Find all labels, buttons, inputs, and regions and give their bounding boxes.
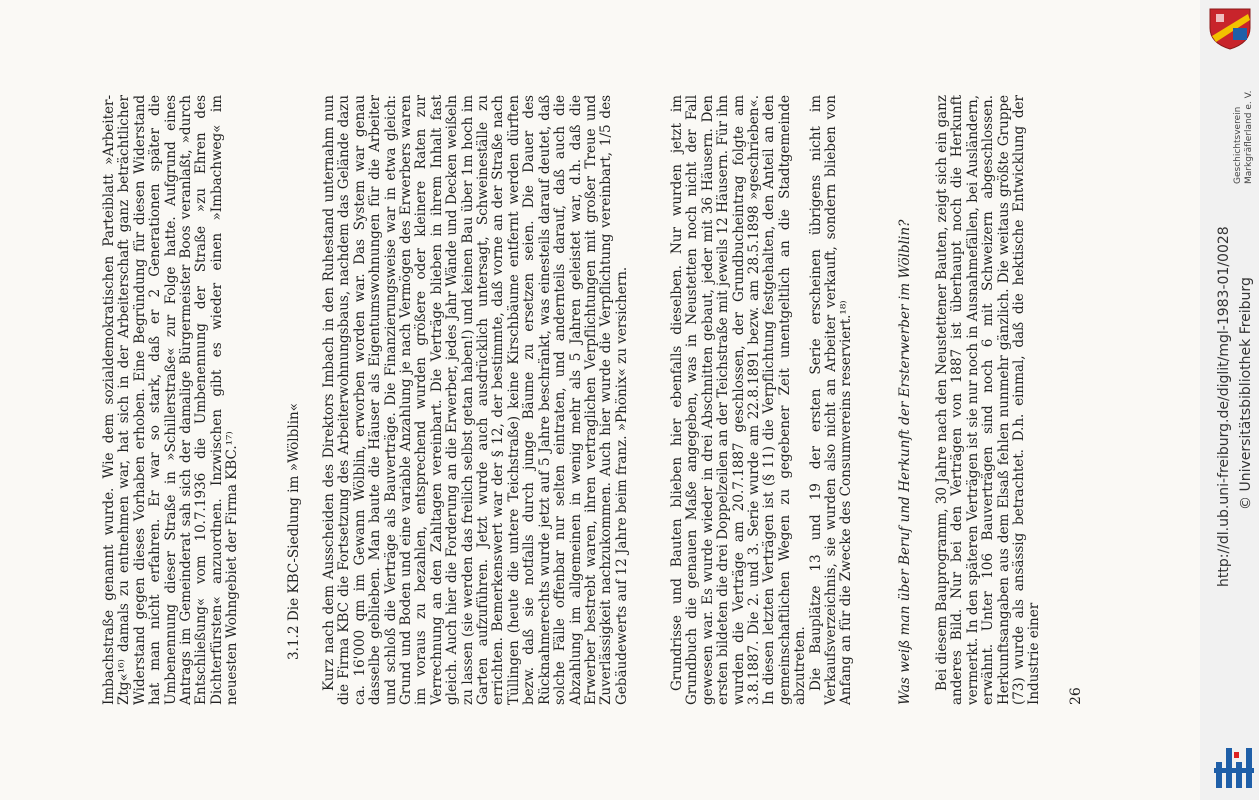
society-crest-icon [1206, 6, 1254, 50]
section-heading-kbc-siedlung: 3.1.2 Die KBC-Siedlung im »Wölblin« [286, 402, 302, 660]
permalink-url[interactable]: http://dl.ub.uni-freiburg.de/diglit/mgl-1983-01/0028 [1216, 226, 1232, 587]
page-number: 26 [1068, 687, 1084, 705]
section-kbc-siedlung [322, 95, 630, 705]
society-name-line2: Markgräflerland e. V. [1244, 90, 1254, 184]
paragraph-text: Grundrisse und Bauten blieben hier ebenfalls dieselben. Nur wurden jetzt im Grundbuch die genauen Maße angegeben, was in Neustetten noch nicht der Fall gewesen war. Es wurde wieder in drei Abschnitten gebaut, jeder mit 36 Häusern. Den ersten bildeten die drei Doppelzeilen an der Teichstraße mit jeweils 12 Häusern. Für ihn wurden die Verträge am 20.7.1887 geschlossen, der Grundbucheintrag folgte am 3.8.1887. Die 2. und 3. Serie wurde am 22.8.1891 bezw. am 28.5.1898 »geschrieben«. In diesen letzten Verträgen ist (§ 11) die Verpflichtung festgehalten, den Anteil an den gemeinschaftlichen Wegen zu gegebener Zeit unentgeltlich an die Stadtgemeinde abzutreten. [669, 95, 809, 705]
copyright-notice: © Universitätsbibliothek Freiburg [1238, 277, 1254, 510]
section-kbc-siedlung-cont [670, 95, 855, 705]
paragraph-imbachstrasse [102, 95, 241, 705]
paragraph-text: Imbachstraße genannt wurde. Wie dem sozialdemokratischen Parteiblatt »Arbeiter-Ztg«¹⁶⁾ damals zu entnehmen war, hat sich in der Arbeiterschaft ganz beträchtlicher Widerstand gegen dieses Vorhaben erhoben. Eine Begründung für diesen Widerstand hat man nicht erfahren. Er war so stark, daß er 2 Generationen später die Umbenennung dieser Straße in »Schillerstraße« zur Folge hatte. Aufgrund eines Antrags im Gemeinderat sah sich der damalige Bürgermeister Boos veranlaßt, »durch Entschließung« vom 10.7.1936 die Umbenennung der Straße »zu Ehren des Dichterfürsten« anzuordnen. Inzwischen gibt es wieder einen »Imbachweg« im neuesten Wohngebiet der Firma KBC.¹⁷⁾ [101, 95, 241, 705]
society-name-line1: Geschichtsverein [1233, 106, 1243, 184]
paragraph-text: Die Bauplätze 13 und 19 der ersten Serie erscheinen übrigens nicht im Verkaufsverzeichnis, sie wurden also nicht an Arbeiter verkauft, sondern blieben von Anfang an für die Zwecke des Consumvereins reserviert.¹⁸⁾ [807, 95, 855, 705]
paragraph-text: Bei diesem Bauprogramm, 30 Jahre nach den Neustettener Bauten, zeigt sich ein ganz anderes Bild. Nur bei den Verträgen von 1887 ist überhaupt noch die Herkunft vermerkt. In den späteren Verträgen ist sie nur noch in Ausnahmefällen, bei Ausländern, erwähnt. Unter 106 Bauverträgen sind noch 6 mit Schweizern abgeschlossen. Herkunftsangaben aus dem Elsaß fehlen nunmehr gänzlich. Die weitaus größte Gruppe (73) wurde als ansässig betrachtet. D.h. einmal, daß die hektische Entwicklung der Industrie einer [934, 95, 1043, 705]
university-library-logo-icon [1212, 744, 1256, 790]
section-heading-ersterwerber: Was weiß man über Beruf und Herkunft der Ersterwerber im Wölblin? [897, 219, 913, 705]
paragraph-text: Kurz nach dem Ausscheiden des Direktors Imbach in den Ruhestand unternahm nun die Firma KBC die Fortsetzung des Arbeiterwohnungsbaus, nachdem das Gelände dazu ca. 16'000 qm im Gewann Wölblin, erworben worden war. Das System war genau dasselbe geblieben. Man baute die Häuser als Eigentumswohnungen für die Arbeiter und schloß die Verträge als Bauverträge. Die Finanzierungsweise war in etwa gleich: Grund und Boden und eine variable Anzahlung je nach Vermögen des Erwerbers waren im voraus zu bezahlen, entsprechend wurden größere oder kleinere Raten zur Verrechnung an den Zahltagen vereinbart. Die Verträge blieben in ihrem Inhalt fast gleich. Auch hier die Forderung an die Erwerber, jedes Jahr Wände und Decken weißeln zu lassen (sie werden das freilich selbst getan haben!) und keinen Bau über 1m hoch im Garten aufzuführen. Jetzt wurde auch ausdrücklich untersagt, Schweineställe zu errichten. Bemerkenswert war der § 12, der bestimmte, daß vorne an der Straße nach Tüllingen (heute die untere Teichstraße) keine Kirschbäume entfernt werden dürften bezw. daß sie notfalls durch junge Bäume zu ersetzen seien. Die Dauer des Rücknahmerechts wurde jetzt auf 5 Jahre beschränkt, was einesteils darauf deutet, daß solche Fälle offenbar nur selten eintraten, und andernteils darauf, daß auch die Abzahlung im allgemeinen in wenig mehr als 5 Jahren geleistet war, d.h. daß die Erwerber bestrebt waren, ihren vertraglichen Verpflichtungen mit großer Treue und Zuverlässigkeit nachzukommen. Auch hier wurde die Verpflichtung vereinbart, 1/5 des Gebäudewerts auf 12 Jahre beim franz. »Phönix« zu versichern. [321, 95, 630, 705]
section-ersterwerber [935, 95, 1043, 705]
